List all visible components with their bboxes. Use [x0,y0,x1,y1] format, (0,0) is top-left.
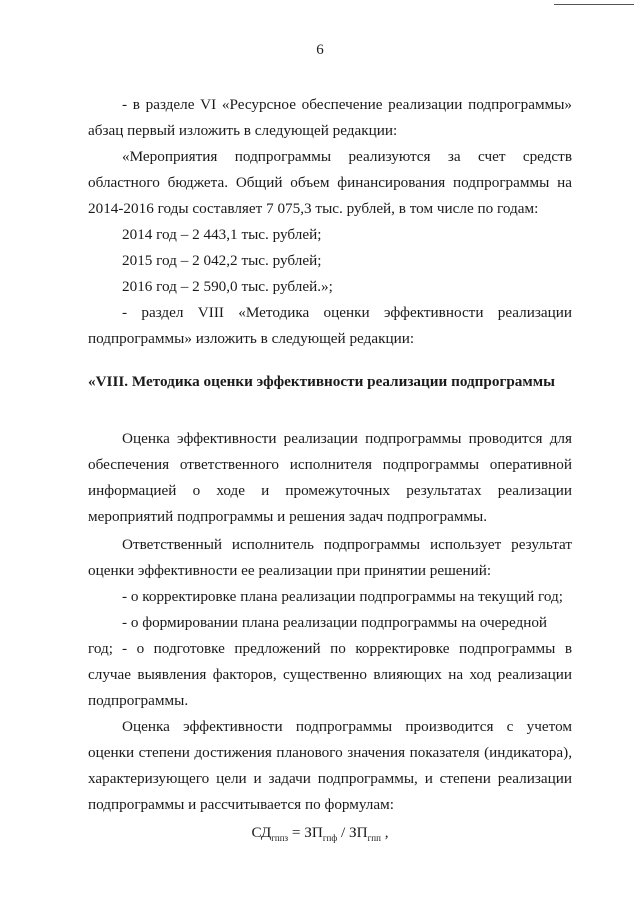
bullet-current-year: - о корректировке плана реализации подпрограммы на текущий год; [122,588,563,605]
formula-rhs-sub: гпп [367,833,381,844]
top-edge-line [554,4,634,5]
formula-tail: , [380,824,389,841]
bullet-proposals: - о подготовке предложений по корректировке подпрограммы в случае выявления факторов, существенно влияющих на ход реализации подпрограммы. [88,640,572,709]
section-heading: «VIII. Методика оценки эффективности реализации подпрограммы [88,373,555,390]
paragraph-section-vi: - в разделе VI «Ресурсное обеспечение реализации подпрограммы» абзац первый изложить в следующей редакции: [88,96,572,139]
formula-div: / ЗП [337,824,368,841]
paragraph-evaluation-formula: Оценка эффективности подпрограммы производится с учетом оценки степени достижения планового значения показателя (индикатора), характеризующего цели и задачи подпрограммы, и степени реализации подпрограммы и рассчитывается по формулам: [88,718,572,813]
formula-mid-sub: гпф [322,833,338,844]
paragraph-section-viii: - раздел VIII «Методика оценки эффективности реализации подпрограммы» изложить в следующей редакции: [88,304,572,347]
formula-lhs: СД [251,824,272,841]
formula-lhs-sub: гппз [271,833,289,844]
paragraph-executor-decisions: Ответственный исполнитель подпрограммы использует результат оценки эффективности ее реализации при принятии решений: [88,536,572,579]
paragraph-measures-funding: «Мероприятия подпрограммы реализуются за счет средств областного бюджета. Общий объем финансирования подпрограммы на 2014-2016 годы составляет 7 075,3 тыс. рублей, в том числе по годам: [88,148,572,217]
paragraph-evaluation-purpose: Оценка эффективности реализации подпрограммы проводится для обеспечения ответственного исполнителя подпрограммы оперативной информацией о ходе и промежуточных результатах реализации мероприятий подпрограммы и решения задач подпрограммы. [88,430,572,525]
bullet-next-year: - о формировании плана реализации подпрограммы на очередной год; [88,614,548,657]
page-number: 6 [316,42,324,58]
formula [0,820,640,851]
formula-eq: = ЗП [288,824,323,841]
funding-2015: 2015 год – 2 042,2 тыс. рублей; [122,252,322,269]
funding-2014: 2014 год – 2 443,1 тыс. рублей; [122,226,322,243]
funding-2016: 2016 год – 2 590,0 тыс. рублей.»; [122,278,333,295]
